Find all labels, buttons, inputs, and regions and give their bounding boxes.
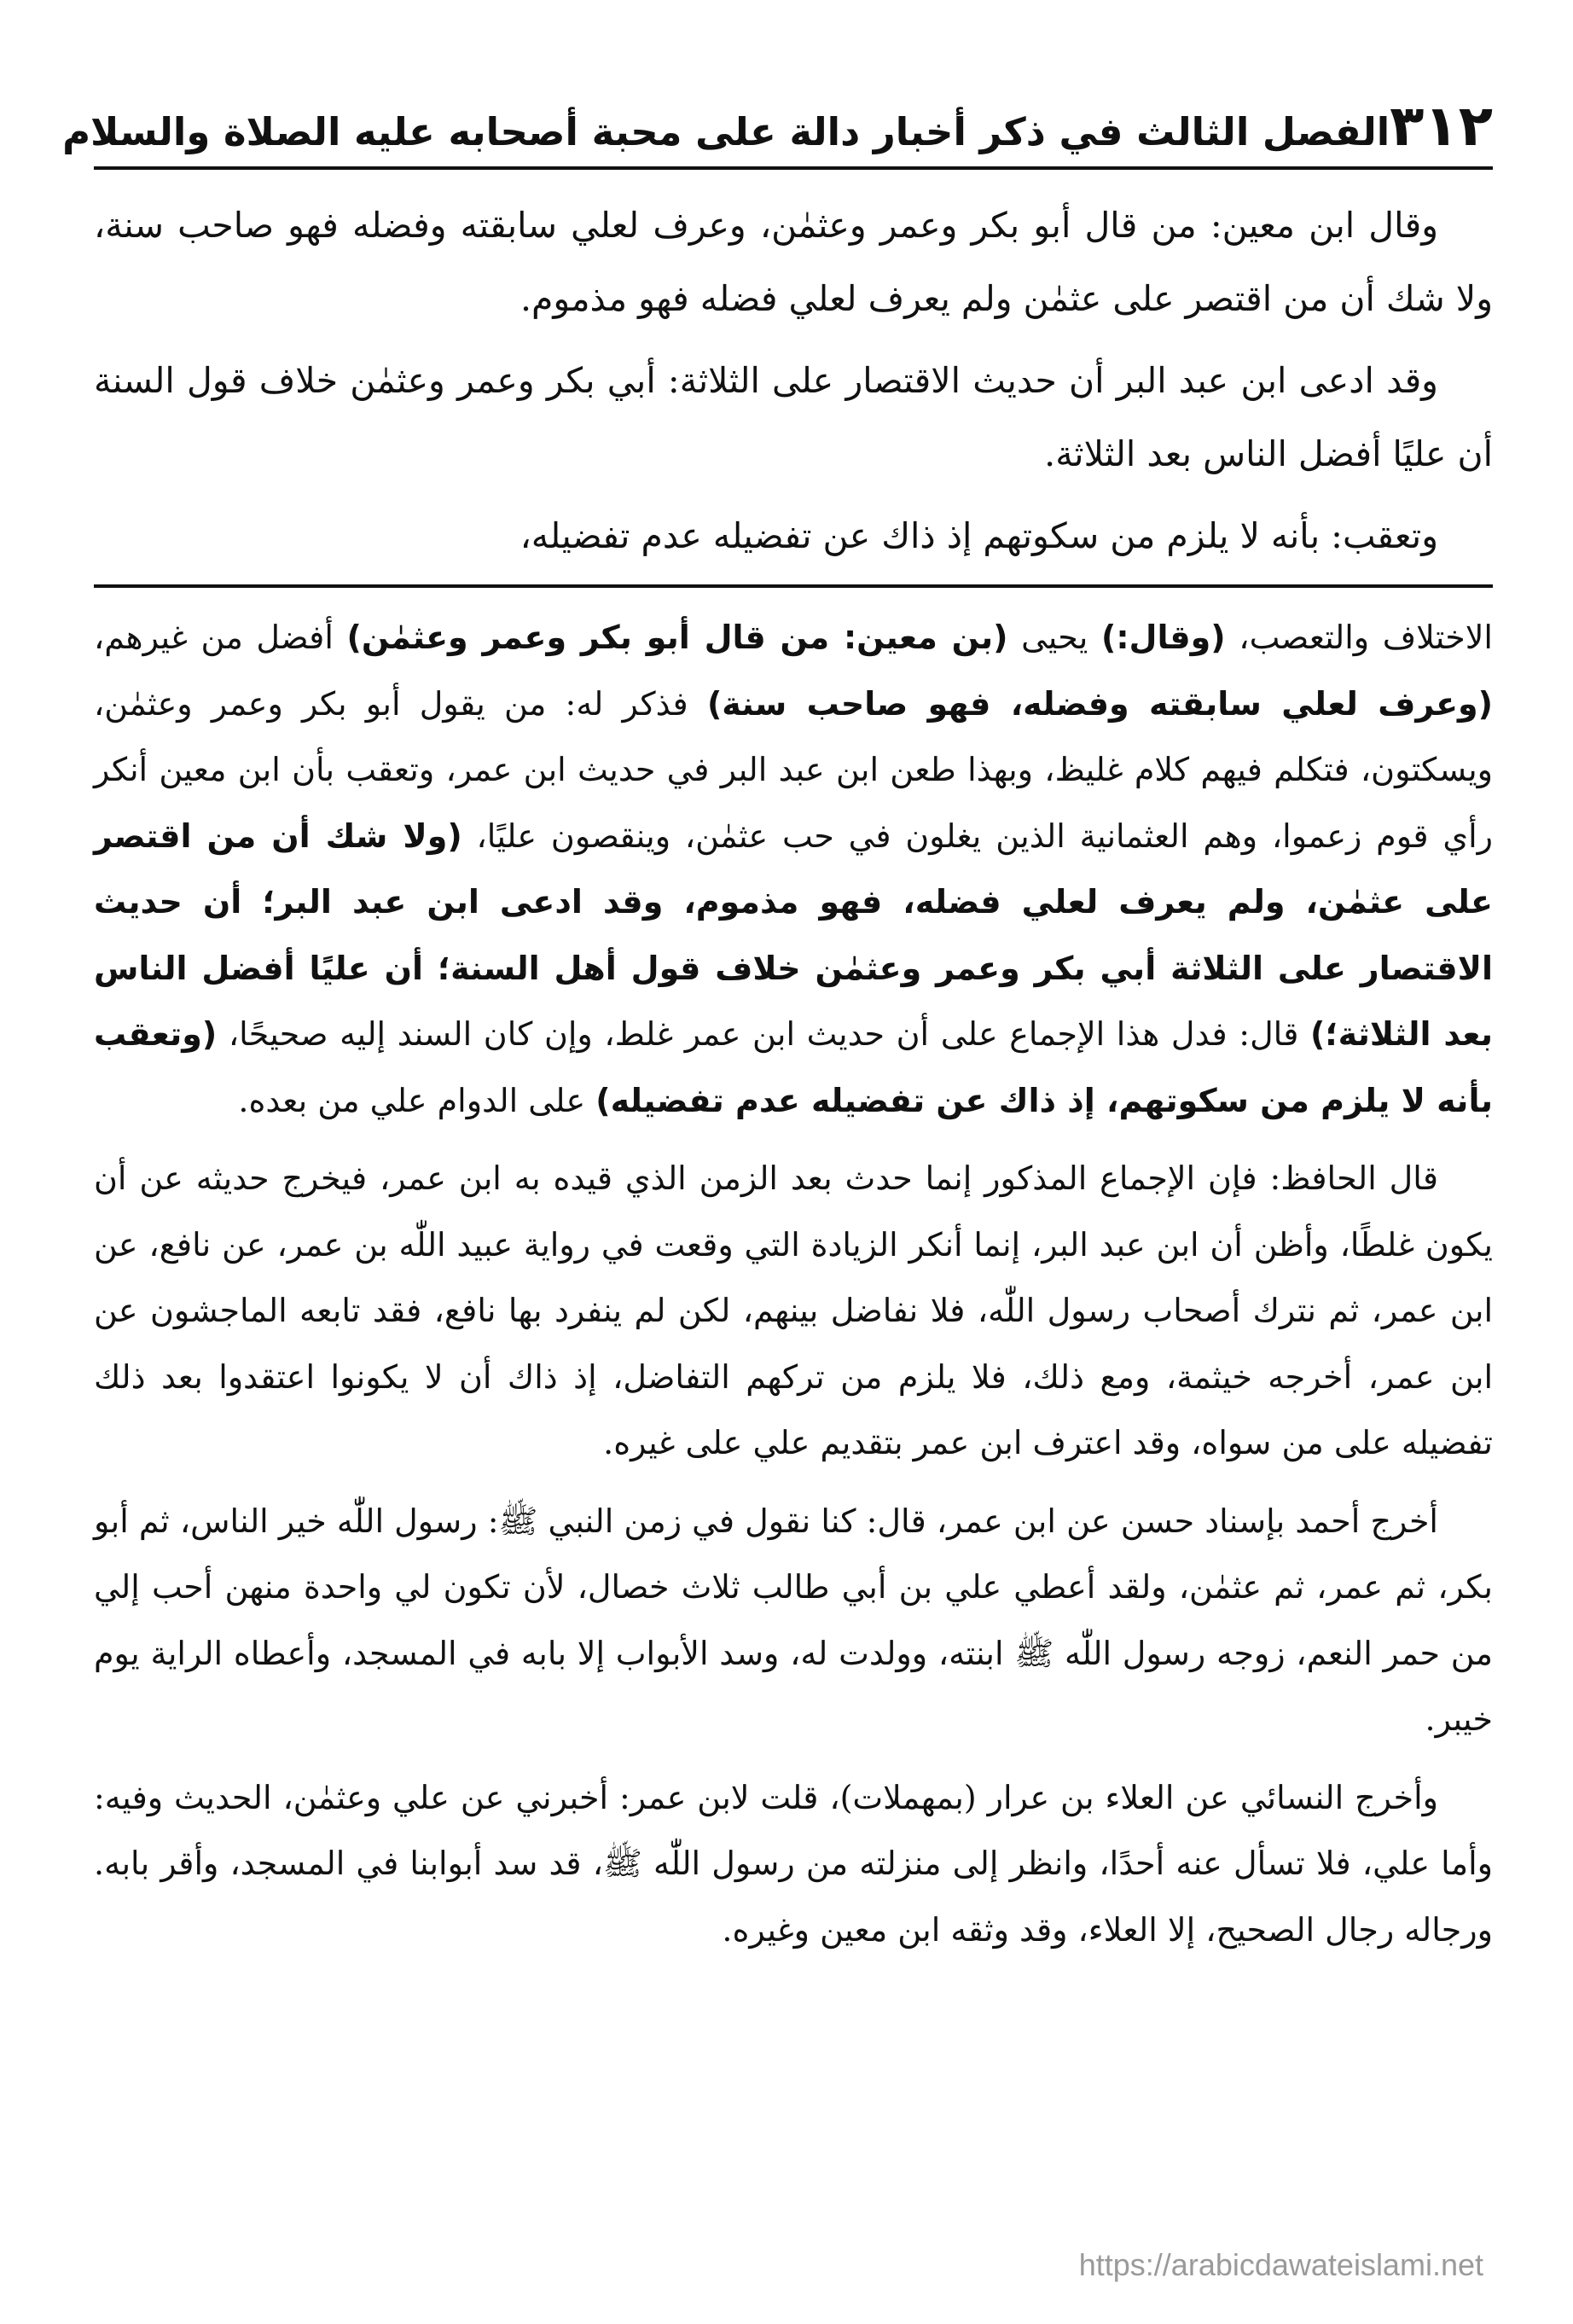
main-text — [94, 189, 1493, 572]
running-head: الفصل الثالث في ذكر أخبار دالة على محبة أصحابه عليه الصلاة والسلام — [62, 108, 1390, 154]
main-paragraph: وقد ادعى ابن عبد البر أن حديث الاقتصار على الثلاثة: أبي بكر وعمر وعثمٰن خلاف قول السنة أن عليًا أفضل الناس بعد الثلاثة. — [94, 360, 1493, 474]
commentary-paragraph: أخرج أحمد بإسناد حسن عن ابن عمر، قال: كنا نقول في زمن النبي ﷺ: رسول اللّٰه خير الناس، ثم أبو بكر، ثم عمر، ثم عثمٰن، ولقد أعطي علي بن أبي طالب ثلاث خصال، لأن تكون لي واحدة منهن أحب إلي من حمر النعم، زوجه رسول اللّٰه ﷺ ابنته، وولدت له، وسد الأبواب إلا بابه في المسجد، وأعطاه الراية يوم خيبر. — [94, 1502, 1493, 1738]
commentary-paragraph: قال الحافظ: فإن الإجماع المذكور إنما حدث بعد الزمن الذي قيده به ابن عمر، فيخرج حديثه عن أن يكون غلطًا، وأظن أن ابن عبد البر، إنما أنكر الزيادة التي وقعت في رواية عبيد اللّٰه بن عمر، عن نافع، عن ابن عمر، ثم نترك أصحاب رسول اللّٰه، فلا نفاضل بينهم، لكن لم ينفرد بها نافع، فقد تابعه الماجشون عن ابن عمر، أخرجه خيثمة، ومع ذلك، فلا يلزم من تركهم التفاضل، إذ ذاك أن لا يكونوا اعتقدوا بعد ذلك تفضيله على من سواه، وقد اعترف ابن عمر بتقديم علي على غيره. — [94, 1159, 1493, 1461]
section-divider — [94, 584, 1493, 588]
commentary-paragraph: وأخرج النسائي عن العلاء بن عرار (بمهملات)، قلت لابن عمر: أخبرني عن علي وعثمٰن، الحديث وفيه: وأما علي، فلا تسأل عنه أحدًا، وانظر إلى منزلته من رسول اللّٰه ﷺ، قد سد أبوابنا في المسجد، وأقر بابه. ورجاله رجال الصحيح، إلا العلاء، وقد وثقه ابن معين وغيره. — [94, 1778, 1493, 1949]
watermark-url: https://arabicdawateislami.net — [1078, 2247, 1483, 2282]
commentary-paragraph — [94, 605, 1493, 1134]
commentary-text: قال: فدل هذا الإجماع على أن حديث ابن عمر غلط، وإن كان السند إليه صحيحًا، — [217, 1015, 1311, 1053]
main-paragraph: وقال ابن معين: من قال أبو بكر وعمر وعثمٰن، وعرف لعلي سابقته وفضله فهو صاحب سنة، ولا شك أن من اقتصر على عثمٰن ولم يعرف لعلي فضله فهو مذموم. — [94, 205, 1493, 319]
commentary — [94, 605, 1493, 1963]
quoted-text: (وعرف لعلي سابقته وفضله، فهو صاحب سنة) — [706, 684, 1494, 723]
commentary-text: فذكر له: من يقول أبو بكر وعمر وعثمٰن، ويسكتون، فتكلم فيهم كلام غليظ، وبهذا طعن ابن عبد البر في حديث ابن عمر، وتعقب بأن ابن معين أنكر رأي قوم زعموا، وهم العثمانية الذين يغلون في حب عثمٰن، وينقصون عليًا، — [94, 684, 1493, 855]
quoted-text: (ولا شك أن من اقتصر على عثمٰن، ولم يعرف لعلي فضله، فهو مذموم، وقد ادعى ابن عبد البر؛ أن حديث الاقتصار على الثلاثة أبي بكر وعمر وعثمٰن خلاف قول أهل السنة؛ أن عليًا أفضل الناس بعد الثلاثة؛) — [94, 816, 1493, 1053]
quoted-text: (بن معين: من قال أبو بكر وعمر وعثمٰن) — [346, 619, 1008, 656]
commentary-text: الاختلاف والتعصب، — [1225, 619, 1493, 656]
book-page — [62, 81, 1494, 1975]
commentary-text: أفضل من غيرهم، — [94, 619, 347, 656]
commentary-text: على الدوام علي من بعده. — [238, 1081, 596, 1119]
quoted-text: (وتعقب بأنه لا يلزم من سكوتهم، إذ ذاك عن تفضيله عدم تفضيله) — [94, 1015, 1493, 1119]
main-paragraph: وتعقب: بأنه لا يلزم من سكوتهم إذ ذاك عن تفضيله عدم تفضيله، — [519, 515, 1438, 556]
page-number: ٣١٢ — [1390, 93, 1493, 159]
quoted-text: (وقال:) — [1100, 619, 1226, 656]
page-header — [62, 81, 1493, 170]
commentary-text: يحيى — [1007, 619, 1101, 656]
